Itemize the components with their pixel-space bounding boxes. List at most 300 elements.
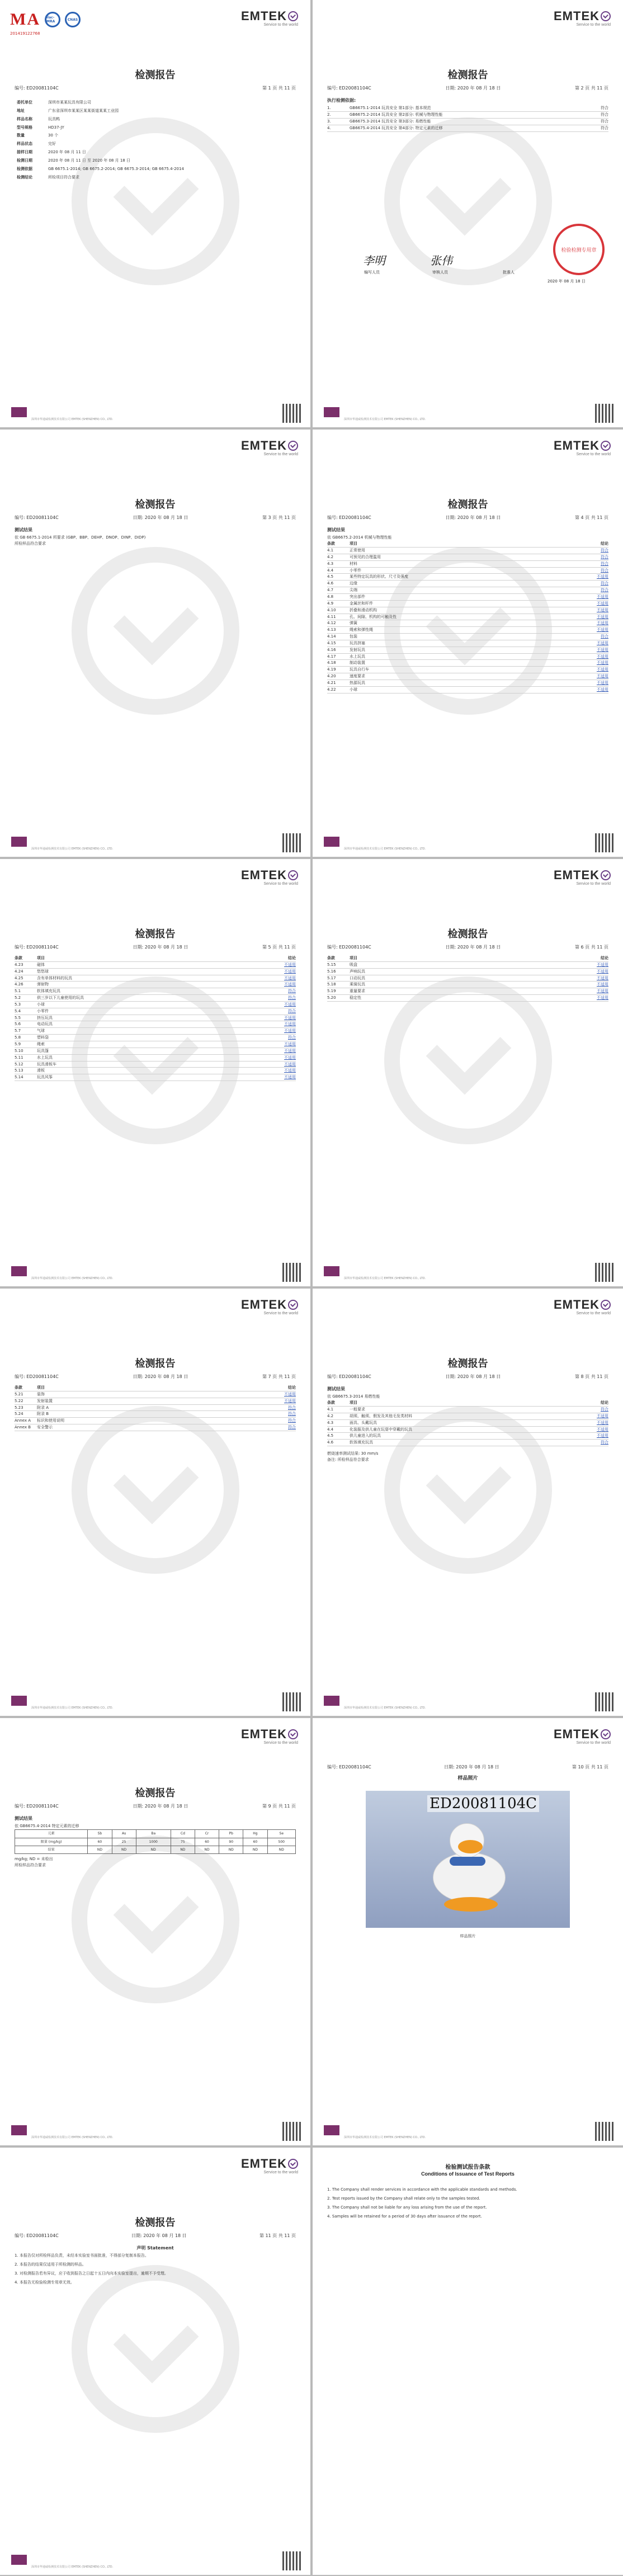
checker-role: 审核人员 <box>432 270 448 275</box>
conclusion-note: 备注: 所检样品符合要求 <box>327 1457 369 1462</box>
report-title: 检测报告 <box>447 69 488 81</box>
list-item: 3. GB6675.3-2014 玩具安全 第3部分: 易燃性能 符合 <box>327 119 608 125</box>
brand-tagline: Service to the world <box>263 882 298 886</box>
clause-title: 供儿童进入的玩具 <box>350 1433 381 1438</box>
clause-title: 玩具挤塞 <box>350 640 365 645</box>
list-item <box>327 962 608 969</box>
list-item <box>327 1440 608 1446</box>
clause-title: 玩具风筝 <box>37 1075 53 1080</box>
report-number: 编号: ED20081104C <box>15 2233 59 2238</box>
clause-result-link[interactable]: 不适用 <box>284 975 296 980</box>
clause-rows <box>327 548 608 693</box>
watermark-icon <box>384 976 552 1144</box>
list-item <box>327 601 608 607</box>
clause-result-link[interactable]: 不适用 <box>597 1420 608 1425</box>
clause-title: 某些特定玩具的形状、尺寸及强度 <box>350 574 408 579</box>
table-cell: 结果 <box>15 1846 88 1853</box>
qr-code-icon <box>595 404 614 423</box>
list-item <box>327 673 608 680</box>
clause-number: 5.12 <box>15 1061 23 1067</box>
table-cell: As <box>112 1830 136 1838</box>
sample-label: ED20081104C <box>427 1795 539 1812</box>
table-cell: 60 <box>88 1838 112 1846</box>
clause-number: 5.22 <box>15 1398 23 1403</box>
heavy-metal-results: 测试结果 依 GB6675.4-2014 特定元素的迁移 元素 Sb As Ba Cd Cr Pb Hg Se 限量 (mg/kg) 60 25 1000 75 60 90 60 500 结果 ND ND ND ND ND ND ND ND mg/kg; ND = 未检出 所检样品符合要求 <box>15 1814 296 1869</box>
clause-title: 可预见的合理滥用 <box>350 554 381 559</box>
clause-number: 4.12 <box>327 621 336 626</box>
table-cell: 1000 <box>136 1838 171 1846</box>
clause-result-link[interactable]: 不适用 <box>597 628 608 633</box>
field-row: 样品状态 完好 <box>17 141 56 147</box>
page-number: 第 11 页 共 11 页 <box>259 2233 296 2238</box>
clause-title: 电动玩具 <box>37 1022 53 1027</box>
clause-number: 4.16 <box>327 647 336 652</box>
clause-rows <box>327 962 608 1002</box>
clause-list <box>15 955 296 1081</box>
list-item <box>327 640 608 647</box>
report-number: 编号: ED20081104C <box>327 86 371 91</box>
field-row: 样品名称 玩具鸭 <box>17 116 60 121</box>
clause-result-link[interactable]: 不适用 <box>597 640 608 645</box>
clause-result-link[interactable]: 不适用 <box>284 1041 296 1046</box>
watermark-icon <box>72 547 239 715</box>
report-title: 检测报告 <box>135 69 176 81</box>
clause-result-link[interactable]: 不适用 <box>284 1048 296 1053</box>
clause-result-link[interactable]: 不适用 <box>597 1427 608 1432</box>
clause-title: 安全警示 <box>37 1425 53 1430</box>
clause-result-link[interactable]: 不适用 <box>597 594 608 599</box>
list-item <box>327 975 608 982</box>
brand-logo: EMTEK <box>554 438 611 453</box>
list-item <box>327 1420 608 1427</box>
clause-result-link[interactable]: 不适用 <box>284 1028 296 1034</box>
report-meta <box>15 1803 296 1809</box>
clause-title: 材料 <box>350 561 357 566</box>
clause-result-link[interactable]: 不适用 <box>284 1068 296 1073</box>
clause-result-link[interactable]: 不适用 <box>597 621 608 626</box>
brand-tagline: Service to the world <box>263 23 298 27</box>
table-header: 条款 项目 结论 <box>327 1400 608 1407</box>
qr-code-icon <box>282 404 301 423</box>
table-cell: ND <box>195 1846 219 1853</box>
report-date: 日期: 2020 年 08 月 18 日 <box>445 86 501 91</box>
clause-title: 附录 B <box>37 1412 49 1417</box>
clause-list: 测试结果 依 GB6675.2-2014 机械与物理性能 条款 项目 结论 4.1 正常使用 符合 4.2 可预见的合理滥用 符合 4.3 材料 符合 4.4 小零件 符合 4.5 某些特定玩具的形状、尺寸及强度 不适用 4.6 边缘 符合 4.7 尖端 符合 4.8 突出部件 不适用 4.9 金属丝和杆件 不适用 4.10 折叠和滑动机构 不适用 4.11 孔、间隙、机构的可触及性 不适用 4.12 弹簧 不适用 4.13 绳索和弹性绳 不适用 4.14 包装 符合 4.15 玩具挤塞 不适用 4.16 发射玩具 不适用 4.17 水上玩具 不适用 4.18 制动装置 不适用 4.19 玩具自行车 不适用 4.20 速度要求 不适用 4.21 热源玩具 不适用 4.22 小球 不适用 <box>327 526 608 693</box>
report-page-2 <box>313 0 623 427</box>
list-item <box>15 1405 296 1412</box>
conditions-text: 1. The Company shall render services in accordance with the applicable standards and methods. 2. Test reports issued by the Company shall relate only to the samples tested. 3. The Company shall not be liable for any loss arising from the use of the report. 4. Samples will be retained for a period of 30 days after issuance of the report. <box>327 2187 517 2219</box>
clause-number: 4.5 <box>327 574 334 579</box>
list-item <box>327 982 608 988</box>
list-item <box>327 687 608 693</box>
clause-number: 5.24 <box>15 1412 23 1417</box>
clause-title: 口动玩具 <box>350 975 365 980</box>
clause-result-link[interactable]: 不适用 <box>597 962 608 967</box>
clause-result-link[interactable]: 不适用 <box>597 1433 608 1438</box>
watermark-icon <box>72 2265 239 2433</box>
table-cell: ND <box>136 1846 171 1853</box>
clause-result-link[interactable]: 不适用 <box>597 674 608 679</box>
table-header: 条款 项目 结论 <box>15 955 296 962</box>
list-item <box>327 594 608 601</box>
table-row <box>15 1838 296 1846</box>
table-cell: Sb <box>88 1830 112 1838</box>
report-number: 编号: ED20081104C <box>15 86 59 91</box>
statement: 声明 Statement 1. 本报告仅对所检样品负责，未经本实验室书面批准，不得部分复制本报告。 2. 本报告的结果仅适用于所检测的样品。 3. 对检测报告若有异议，应于收到报告之日起十五日内向本实验室提出，逾期不予受理。 4. 本报告无检验检测专用章无效。 <box>15 2245 174 2285</box>
list-item <box>15 1028 296 1035</box>
list-item <box>327 607 608 614</box>
report-page-4 <box>313 430 623 857</box>
clause-number: 4.15 <box>327 640 336 645</box>
clause-title: 小零件 <box>37 1008 49 1013</box>
page-number: 第 5 页 共 11 页 <box>262 945 296 950</box>
clause-title: 绳索 <box>37 1041 45 1046</box>
table-cell: Pb <box>219 1830 243 1838</box>
list-item <box>327 660 608 667</box>
clause-title: 热源玩具 <box>350 680 365 685</box>
watermark-icon <box>384 117 552 285</box>
clause-number: 5.14 <box>15 1075 23 1080</box>
clause-number: 4.10 <box>327 607 336 612</box>
list-item <box>15 1061 296 1068</box>
clause-number: 4.22 <box>327 687 336 692</box>
photo-title: 样品照片 <box>457 1776 478 1781</box>
page-footer: 深圳市华通威检测技术有限公司 EMTEK (SHENZHEN) CO., LTD. <box>313 2120 623 2145</box>
clause-result-link[interactable]: 符合 <box>288 1418 296 1423</box>
clause-title: 速度要求 <box>350 674 365 679</box>
page-number: 第 9 页 共 11 页 <box>262 1804 296 1809</box>
cma-cert-number: 201419122768 <box>10 31 40 36</box>
page-number: 第 2 页 共 11 页 <box>575 86 608 91</box>
brand-logo: EMTEK <box>241 438 298 453</box>
list-item <box>15 1035 296 1041</box>
table-cell: Ba <box>136 1830 171 1838</box>
list-item <box>327 574 608 581</box>
clause-result-link[interactable]: 不适用 <box>284 1061 296 1067</box>
page-number: 第 7 页 共 11 页 <box>262 1374 296 1379</box>
report-meta <box>327 944 608 950</box>
report-page-10 <box>313 1718 623 2145</box>
clause-number: 4.4 <box>327 1427 334 1432</box>
clause-result-link[interactable]: 不适用 <box>597 1413 608 1418</box>
clause-number: 4.24 <box>15 969 23 974</box>
brand-tagline: Service to the world <box>576 452 611 456</box>
cma-logo: MA <box>10 10 40 29</box>
list-item <box>15 975 296 982</box>
report-date: 日期: 2020 年 08 月 18 日 <box>133 1374 188 1379</box>
clause-number: 5.17 <box>327 975 336 980</box>
table-cell: 元素 <box>15 1830 88 1838</box>
page-footer: 深圳市华通威检测技术有限公司 EMTEK (SHENZHEN) CO., LTD. <box>0 831 310 857</box>
clause-number: 5.15 <box>327 962 336 967</box>
clause-result-link[interactable]: 符合 <box>288 1035 296 1040</box>
table-cell: Cd <box>171 1830 195 1838</box>
clause-number: 5.6 <box>15 1022 21 1027</box>
table-cell: ND <box>171 1846 195 1853</box>
clause-number: 4.6 <box>327 581 334 586</box>
clause-title: 气球 <box>37 1028 45 1034</box>
clause-result-link[interactable]: 不适用 <box>597 601 608 606</box>
qr-code-icon <box>282 833 301 852</box>
clause-title: 胡须、触须、假发及其他毛发类材料 <box>350 1413 412 1418</box>
report-title: 检测报告 <box>135 499 176 511</box>
clause-title: 挤压玩具 <box>37 1015 53 1020</box>
report-meta <box>15 85 296 91</box>
clause-result-link[interactable]: 不适用 <box>597 660 608 666</box>
clause-result-link[interactable]: 符合 <box>601 634 608 639</box>
clause-title: 玩具自行车 <box>350 667 369 672</box>
clause-result-link[interactable]: 不适用 <box>284 1398 296 1403</box>
flammability-results: 测试结果 依 GB6675.3-2014 易燃性能 条款 项目 结论 4.1 一般要求 符合 4.2 胡须、触须、假发及其他毛发类材料 不适用 4.3 面具、头戴玩具 不适用 4.4 化装服及供儿童在玩耍中穿戴的玩具 不适用 4.5 供儿童进入的玩具 不适用 4.6 软体填充玩具 符合 燃烧速率测试结果: 30 mm/s 备注: 所检样品符合要求 <box>327 1386 608 1462</box>
clause-title: 吸盘 <box>350 962 357 967</box>
page-footer: 深圳市华通威检测技术有限公司 EMTEK (SHENZHEN) CO., LTD. <box>313 1690 623 1716</box>
clause-result-link[interactable]: 不适用 <box>597 614 608 619</box>
clause-result-link[interactable]: 符合 <box>288 1405 296 1410</box>
qr-code-icon <box>282 2551 301 2570</box>
standards-list: 执行检测依据: 1. GB6675.1-2014 玩具安全 第1部分: 基本规范 符合 2. GB6675.2-2014 玩具安全 第2部分: 机械与物理性能 符合 3. GB6675.3-2014 玩具安全 第3部分: 易燃性能 符合 4. GB6675.4-2014 玩具安全 第4部分: 特定元素的迁移 符合 <box>327 96 608 132</box>
report-meta <box>327 515 608 521</box>
list-item <box>327 581 608 587</box>
clause-number: 5.2 <box>15 996 21 1001</box>
clause-result-link[interactable]: 符合 <box>601 1440 608 1445</box>
list-item: 2. GB6675.2-2014 玩具安全 第2部分: 机械与物理性能 符合 <box>327 112 608 119</box>
clause-number: 5.7 <box>15 1028 21 1034</box>
clause-result-link[interactable]: 符合 <box>288 1008 296 1013</box>
clause-result-link[interactable]: 不适用 <box>597 680 608 685</box>
clause-title: 发射装置 <box>37 1398 53 1403</box>
field-row: 地址 广东省深圳市某某区某某街道某某工业园 <box>17 108 119 113</box>
report-page-12 <box>313 2148 623 2575</box>
list-item: 1. GB6675.1-2014 玩具安全 第1部分: 基本规范 符合 <box>327 105 608 112</box>
field-row: 数量 30 个 <box>17 133 59 138</box>
clause-result-link[interactable]: 符合 <box>601 554 608 559</box>
report-meta <box>15 2233 296 2239</box>
report-title: 检测报告 <box>135 2217 176 2229</box>
report-meta <box>327 1374 608 1380</box>
clause-number: 4.14 <box>327 634 336 639</box>
clause-result-link[interactable]: 不适用 <box>284 969 296 974</box>
clause-title: 软体填充玩具 <box>350 1440 373 1445</box>
element-table <box>15 1829 296 1854</box>
report-number: 编号: ED20081104C <box>15 1804 59 1809</box>
clause-number: 5.21 <box>15 1391 23 1396</box>
clause-number: 5.13 <box>15 1068 23 1073</box>
approver-role: 批准人 <box>503 270 515 275</box>
check-icon <box>288 1300 298 1310</box>
clause-result-link[interactable]: 不适用 <box>284 982 296 987</box>
brand-logo: EMTEK <box>241 1298 298 1312</box>
table-cell: 60 <box>195 1838 219 1846</box>
clause-title: 磁体 <box>37 962 45 967</box>
brand-logo: EMTEK <box>554 9 611 23</box>
check-icon <box>288 1729 298 1739</box>
table-header: 条款 项目 结论 <box>15 1385 296 1391</box>
clause-result-link[interactable]: 不适用 <box>284 1055 296 1060</box>
cnas-icon: CNAS <box>65 12 81 27</box>
clause-result-link[interactable]: 不适用 <box>597 667 608 672</box>
clause-number: 4.17 <box>327 654 336 659</box>
clause-result-link[interactable]: 符合 <box>601 581 608 586</box>
clause-number: Annex A <box>15 1418 31 1423</box>
page-number: 第 1 页 共 11 页 <box>262 86 296 91</box>
clause-result-link[interactable]: 不适用 <box>284 1002 296 1007</box>
clause-number: 5.3 <box>15 1002 21 1007</box>
brand-logo: EMTEK <box>554 1298 611 1312</box>
page-footer: 深圳市华通威检测技术有限公司 EMTEK (SHENZHEN) CO., LTD. <box>0 2120 310 2145</box>
conditions-title-cn: 检验测试报告条款 <box>445 2164 490 2171</box>
clause-result-link[interactable]: 不适用 <box>597 982 608 987</box>
clause-result-link[interactable]: 不适用 <box>597 969 608 974</box>
clause-result-link[interactable]: 符合 <box>288 996 296 1001</box>
brand-logo: EMTEK <box>241 868 298 883</box>
checker-signature: 张伟 <box>430 254 452 267</box>
clause-number: 4.21 <box>327 680 336 685</box>
brand-logo: EMTEK <box>241 2157 298 2171</box>
list-item <box>327 988 608 995</box>
brand-logo: EMTEK <box>554 868 611 883</box>
clause-title: 孔、间隙、机构的可触及性 <box>350 614 397 619</box>
clause-result-link[interactable]: 不适用 <box>597 996 608 1001</box>
table-cell: ND <box>267 1846 295 1853</box>
clause-title: 悠悠球 <box>37 969 49 974</box>
list-item <box>15 1068 296 1074</box>
report-number: 编号: ED20081104C <box>15 945 59 950</box>
sample-photo <box>366 1791 570 1928</box>
clause-title: 折叠和滑动机构 <box>350 607 377 612</box>
clause-number: Annex B <box>15 1425 31 1430</box>
table-row <box>15 1846 296 1853</box>
report-meta <box>327 1764 608 1770</box>
clause-number: 4.2 <box>327 554 334 559</box>
clause-result-link[interactable]: 不适用 <box>597 607 608 612</box>
brand-logo: EMTEK <box>554 1727 611 1742</box>
report-page-8 <box>313 1289 623 1716</box>
clause-result-link[interactable]: 不适用 <box>597 687 608 692</box>
cover-fields <box>15 98 296 181</box>
tester-signature: 李明 <box>363 254 385 267</box>
list-item <box>327 667 608 673</box>
clause-result-link[interactable]: 符合 <box>288 1425 296 1430</box>
official-stamp: 检验检测专用章 <box>553 224 605 275</box>
page-number: 第 10 页 共 11 页 <box>572 1764 608 1770</box>
table-cell: 75 <box>171 1838 195 1846</box>
list-item <box>15 982 296 988</box>
clause-title: 包装 <box>350 634 357 639</box>
clause-number: 5.10 <box>15 1048 23 1053</box>
ilac-icon: ilac-MRA <box>45 12 60 27</box>
clause-result-link[interactable]: 不适用 <box>597 654 608 659</box>
clause-title: 标识和使用说明 <box>37 1418 64 1423</box>
check-icon <box>601 870 611 880</box>
clause-title: 稳定性 <box>350 996 361 1001</box>
clause-title: 重量要求 <box>350 989 365 994</box>
field-row: 检测结论 所检项目符合要求 <box>17 174 79 180</box>
clause-number: 4.1 <box>327 1407 334 1412</box>
clause-result-link[interactable]: 不适用 <box>597 975 608 980</box>
clause-result-link[interactable]: 符合 <box>601 1407 608 1412</box>
table-header: 条款 项目 结论 <box>327 955 608 962</box>
list-item <box>15 1048 296 1055</box>
clause-result-link[interactable]: 符合 <box>601 561 608 566</box>
clause-result-link[interactable]: 不适用 <box>284 1015 296 1020</box>
check-icon <box>288 11 298 21</box>
list-item <box>327 1413 608 1420</box>
clause-result-link[interactable]: 不适用 <box>597 574 608 579</box>
table-cell: Cr <box>195 1830 219 1838</box>
clause-result-link[interactable]: 不适用 <box>284 1075 296 1080</box>
list-item <box>15 1008 296 1015</box>
check-icon <box>601 441 611 451</box>
clause-result-link[interactable]: 不适用 <box>284 1391 296 1396</box>
clause-result-link[interactable]: 符合 <box>288 1412 296 1417</box>
clause-title: 一般要求 <box>350 1407 365 1412</box>
clause-result-link[interactable]: 符合 <box>601 548 608 553</box>
clause-result-link[interactable]: 符合 <box>601 588 608 593</box>
clause-result-link[interactable]: 符合 <box>601 568 608 573</box>
clause-result-link[interactable]: 符合 <box>288 989 296 994</box>
field-row: 委托单位 深圳市某某玩具有限公司 <box>17 100 91 105</box>
report-date: 日期: 2020 年 08 月 18 日 <box>445 515 501 520</box>
field-row: 检测日期 2020 年 08 月 11 日 至 2020 年 08 月 18 日 <box>17 158 130 163</box>
table-row <box>15 1830 296 1838</box>
check-icon <box>288 2159 298 2169</box>
list-item <box>15 1424 296 1431</box>
results-text: 测试结果 依 GB 6675.1-2014 所要求 (GBP、BBP、DEHP、DNOP、DINP、DIDP) 所检样品符合要求 <box>15 527 146 546</box>
list-item <box>15 1391 296 1398</box>
table-cell: ND <box>243 1846 267 1853</box>
clause-number: 5.18 <box>327 982 336 987</box>
report-date: 日期: 2020 年 08 月 18 日 <box>133 515 188 520</box>
list-item <box>15 1074 296 1081</box>
clause-number: 4.23 <box>15 962 23 967</box>
list-item <box>327 554 608 561</box>
clause-result-link[interactable]: 不适用 <box>284 1022 296 1027</box>
report-date: 日期: 2020 年 08 月 18 日 <box>445 945 501 950</box>
brand-tagline: Service to the world <box>576 1741 611 1745</box>
report-page-5 <box>0 859 310 1286</box>
clause-number: 4.3 <box>327 561 334 566</box>
list-item <box>15 1002 296 1008</box>
clause-title: 滑板 <box>37 1068 45 1073</box>
clause-number: 5.11 <box>15 1055 23 1060</box>
clause-result-link[interactable]: 不适用 <box>597 647 608 652</box>
report-date: 日期: 2020 年 08 月 18 日 <box>133 1804 188 1809</box>
clause-list <box>327 955 608 1002</box>
clause-result-link[interactable]: 不适用 <box>597 989 608 994</box>
list-item <box>327 680 608 687</box>
list-item <box>327 995 608 1002</box>
clause-title: 小球 <box>37 1002 45 1007</box>
report-meta <box>327 85 608 91</box>
report-page-3 <box>0 430 310 857</box>
report-meta <box>15 944 296 950</box>
list-item <box>327 654 608 660</box>
list-item <box>15 1398 296 1405</box>
clause-title: 面具、头戴玩具 <box>350 1420 377 1425</box>
brand-logo: EMTEK <box>241 9 298 23</box>
photo-caption: 样品照片 <box>460 1934 476 1938</box>
accreditation-logos <box>10 10 81 29</box>
page-number: 第 6 页 共 11 页 <box>575 945 608 950</box>
clause-title: 乘骑玩具 <box>350 982 365 987</box>
clause-title: 装饰 <box>37 1391 45 1396</box>
tester-role: 编写人员 <box>364 270 380 275</box>
clause-result-link[interactable]: 不适用 <box>284 962 296 967</box>
report-page-1 <box>0 0 310 427</box>
report-date: 日期: 2020 年 08 月 18 日 <box>131 2233 187 2238</box>
table-cell: ND <box>112 1846 136 1853</box>
report-number: 编号: ED20081104C <box>327 1764 371 1770</box>
